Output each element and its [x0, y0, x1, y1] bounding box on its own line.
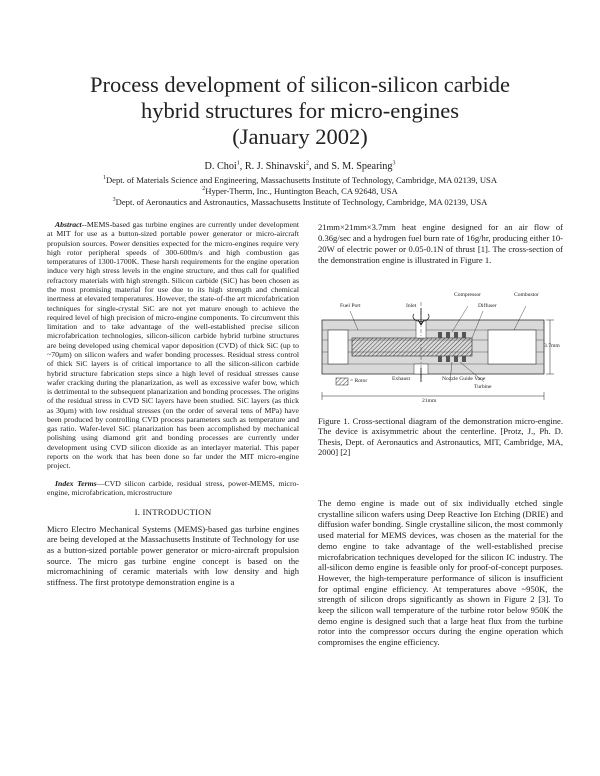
section-heading-introduction: I. INTRODUCTION	[134, 506, 212, 517]
figure-1-caption: Figure 1. Cross-sectional diagram of the demonstration micro-engine. The device is axisymmetric about the centerline. [Protz, J., Ph. D. Thesis, Dept. of Aeronautics and Astronautics, MIT, Cambridge, MA, 2000] [2]	[318, 415, 563, 458]
index-terms-label: Index Terms	[55, 478, 97, 488]
compressor-blade	[454, 332, 458, 338]
turbine-blade	[454, 356, 458, 362]
label-exhaust: Exhaust	[392, 375, 411, 382]
affiliation	[40, 186, 560, 197]
label-inlet: Inlet	[406, 302, 417, 309]
affiliation-text: Dept. of Aeronautics and Astronautics, Massachusetts Institute of Technology, Cambridge, MA 02139, USA	[115, 196, 488, 207]
title-line-1: Process development of silicon-silicon carbide	[90, 72, 510, 97]
label-height: 3.7mm	[544, 342, 560, 349]
turbine-blade	[438, 356, 442, 362]
title-line-3: (January 2002)	[232, 124, 368, 149]
paper-title	[40, 72, 560, 150]
affiliation-text: Dept. of Materials Science and Engineering, Massachusetts Institute of Technology, Cambridge, MA 02139, USA	[105, 175, 498, 185]
demo-engine-paragraph: The demo engine is made out of six individually etched single crystalline silicon wafers using Deep Reactive Ion Etching (DRIE) and diffusion wafer bonding. Single crystalline silicon, the most commonly used material for MEMS devices, was chosen as the material for the demo engine to take advantage of the well-established precise microfabrication techniques developed for the silicon IC industry. The all-silicon demo engine is feasible only for proof-of-concept purposes. However, the high-temperature performance of silicon is insufficient for optimal engine efficiency. At temperatures above ~950K, the strength of silicon drops significantly as shown in Figure 2 [3]. To keep the silicon wall temperature of the turbine rotor below 950K the demo engine is designed such that a large heat flux from the turbine rotor into the compressor occurs during the engine operation which compromises the engine efficiency.	[318, 498, 563, 648]
author-name: S. M. Spearing	[331, 161, 393, 172]
affiliation-mark: 3	[112, 196, 116, 203]
combustor-cavity-left	[328, 330, 348, 364]
label-diffuser: Diffuser	[478, 302, 497, 309]
label-compressor: Compressor	[454, 291, 482, 298]
author-mark: 3	[392, 160, 396, 167]
author-separator: , and	[309, 161, 332, 172]
combustor-cavity	[488, 330, 536, 364]
right-column	[318, 222, 563, 648]
affiliation-mark: 2	[202, 185, 206, 192]
label-width: 21mm	[422, 397, 437, 404]
abstract	[47, 220, 299, 471]
label-turbine: Turbine	[474, 383, 492, 390]
left-column	[47, 220, 299, 587]
author-mark: 1	[236, 160, 240, 167]
turbine-blade	[462, 356, 466, 362]
affiliation	[40, 197, 560, 208]
turbine-blade	[446, 356, 450, 362]
affiliation-mark: 1	[102, 175, 106, 182]
compressor-blade	[462, 332, 466, 338]
title-line-2: hybrid structures for micro-engines	[140, 98, 460, 123]
rotor-hatched	[352, 338, 472, 356]
affiliation	[40, 175, 560, 186]
rotor-legend-swatch	[336, 378, 348, 385]
compressor-blade	[446, 332, 450, 338]
intro-continuation: 21mm×21mm×3.7mm heat engine designed for an air flow of 0.36g/sec and a hydrogen fuel burn rate of 16g/hr, producing either 10-20W of electric power or 0.05-0.1N of thrust [1]. The cross-section of the demonstration engine is illustrated in Figure 1.	[318, 222, 563, 265]
index-terms	[47, 479, 299, 498]
affiliation-text: Hyper-Therm, Inc., Huntington Beach, CA 92648, USA	[205, 185, 398, 196]
author-separator: ,	[239, 161, 245, 172]
abstract-label: Abstract	[55, 220, 82, 229]
author-mark: 2	[306, 160, 309, 167]
label-combustor: Combustor	[514, 291, 539, 298]
index-terms-text: —CVD silicon carbide, residual stress, power-MEMS, micro-engine, microfabrication, microstructure	[47, 478, 299, 498]
author-name: D. Choi	[204, 161, 237, 172]
compressor-blade	[438, 332, 442, 338]
label-fuel-port: Fuel Port	[340, 302, 361, 309]
label-rotor: = Rotor	[350, 377, 368, 384]
abstract-text: --MEMS-based gas turbine engines are currently under development at MIT for use as a button-sized portable power generator or micro-aircraft propulsion sources. Power densities expected for the micro-engines require very high rotor peripheral speeds of 300-600m/s and high combustion gas temperatures of 1300-1700K. These harsh requirements for the engine operation induce very high stress levels in the engine structure, and thus call for qualified refractory materials with high strength. Silicon carbide (SiC) has been chosen as the most promising material for use due to its high strength and chemical inertness at elevated temperatures. However, the state-of-the art microfabrication techniques for single-crystal SiC are not yet mature enough to achieve the required level of high precision of micro-engine components. To circumvent this limitation and to take advantage of the well-established precise silicon microfabrication technologies, silicon-silicon carbide hybrid turbine structures are being developed using chemical vapor deposition (CVD) of thick SiC (up to ~70μm) on silicon wafers and wafer bonding processes. Residual stress control of thick SiC layers is of critical importance to all the silicon-silicon carbide hybrid structure fabrication steps since a high level of residual stresses cause wafer cracking during the planarization, as well as excessive wafer bow, which is detrimental to the subsequent planarization and bonding processes. The origins of the residual stress in CVD SiC layers have been studied. SiC layers (as thick as 30μm) with low residual stresses (on the order of several tens of MPa) have been produced by controlling CVD process parameters such as temperature and gas ratio. Wafer-level SiC planarization has been accomplished by mechanical polishing using diamond grit and bonding processes are currently under development using CVD silicon dioxide as an interlayer material. This paper reports on the work that has been done so far under the MIT micro-engine project.	[47, 220, 299, 471]
figure-1	[318, 278, 563, 408]
label-nozzle-guide-vane: Nozzle Guide Vane	[442, 375, 486, 382]
author-name: R. J. Shinavski	[244, 161, 306, 172]
affiliation-list	[40, 175, 560, 207]
author-list	[40, 161, 560, 173]
intro-paragraph: Micro Electro Mechanical Systems (MEMS)-based gas turbine engines are being developed at the Massachusetts Institute of Technology for use as a button-sized portable power generator or micro-aircraft propulsion source. The micro gas turbine engine concept is based on the micromachining of ceramic materials with low density and high stiffness. The first prototype demonstration engine is a	[47, 523, 299, 587]
